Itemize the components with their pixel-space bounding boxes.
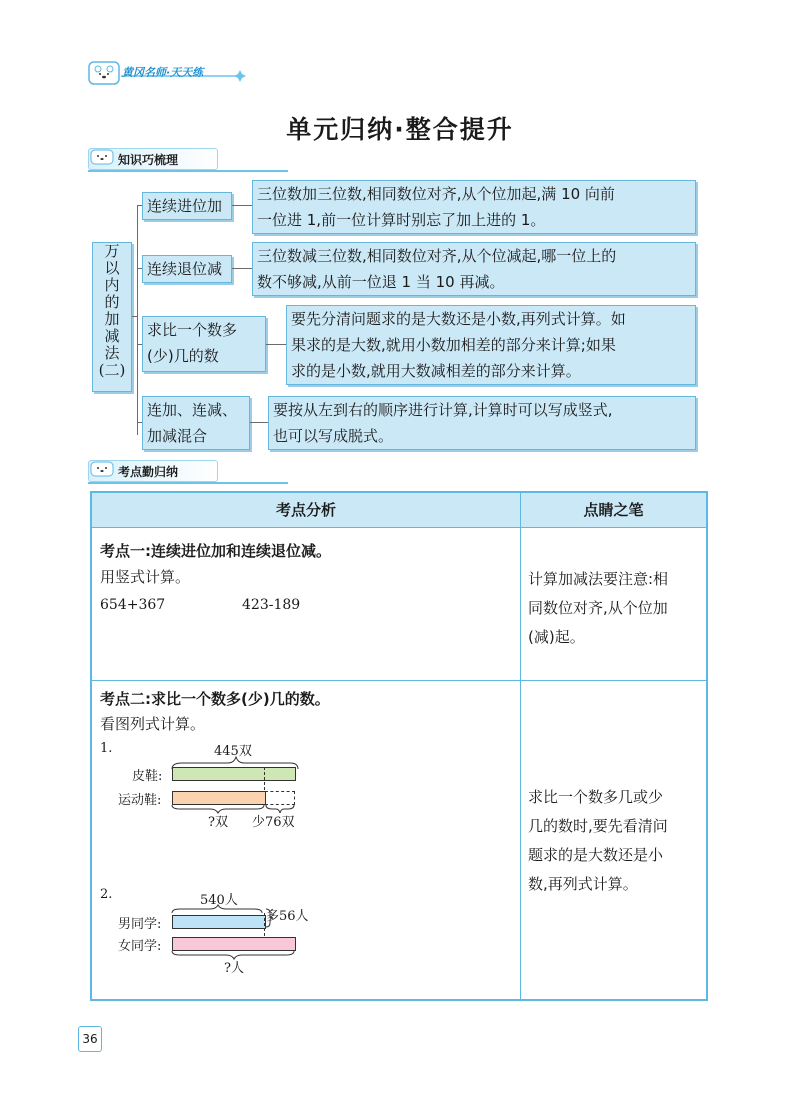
page-title: 单元归纳·整合提升: [286, 115, 514, 144]
point1-tip: [528, 565, 668, 652]
desc-line: 一位进 1,前一位计算时别忘了加上进的 1。: [257, 211, 546, 229]
branch-desc: [252, 242, 696, 296]
root-char: 减: [104, 327, 120, 345]
problem2-diff: 多56人: [266, 909, 309, 924]
desc-line: 三位数减三位数,相同数位对齐,从个位减起,哪一位上的: [257, 247, 617, 265]
tip-line: 同数位对齐,从个位加: [528, 599, 668, 617]
section-knowledge-label: 知识巧梳理: [118, 153, 179, 167]
section-underline: [88, 482, 288, 484]
problem2-question: ?人: [224, 961, 244, 976]
connector-line: [232, 205, 252, 206]
desc-line: 果求的是大数,就用小数加相差的部分来计算;如果: [291, 336, 616, 354]
point1-expr1: 654+367: [100, 597, 166, 613]
desc-line: 要先分清问题求的是大数还是小数,再列式计算。如: [291, 310, 626, 328]
tip-line: 求比一个数多几或少: [528, 788, 664, 806]
root-char: 法: [104, 344, 120, 362]
bar-boys: [172, 915, 266, 929]
bear-icon: [90, 147, 114, 165]
problem1-question: ?双: [208, 815, 228, 830]
exam-points-table: [90, 491, 708, 1001]
branch-label: [142, 396, 250, 450]
connector-trunk: [137, 205, 138, 435]
page-number: 36: [78, 1026, 102, 1052]
branch-label: 连续退位减: [142, 255, 232, 283]
table-header-analysis: 考点分析: [92, 493, 521, 528]
label-line: (少)几的数: [147, 347, 219, 365]
root-char: 万: [104, 242, 120, 260]
desc-line: 求的是小数,就用大数减相差的部分来计算。: [291, 362, 581, 380]
problem1-diff: 少76双: [252, 815, 295, 830]
point1-title: 考点一:连续进位加和连续退位减。: [100, 542, 332, 560]
point2-tip: [528, 783, 668, 899]
label-line: 连加、连减、: [147, 401, 238, 419]
section-underline: [88, 170, 288, 172]
desc-line: 数不够减,从前一位退 1 当 10 再减。: [257, 273, 505, 291]
problem2-row1-label: 男同学:: [118, 917, 162, 932]
mindmap-root: [92, 242, 132, 392]
brand-text: 黄冈名师·天天练: [122, 66, 204, 79]
column-divider: [520, 528, 521, 999]
root-char: (二): [98, 361, 126, 379]
desc-line: 也可以写成脱式。: [273, 427, 394, 445]
point2-instruction: 看图列式计算。: [100, 715, 206, 733]
connector-line: [266, 344, 286, 345]
connector-line: [232, 268, 252, 269]
bar-leather-shoes: [172, 767, 296, 781]
desc-line: 三位数加三位数,相同数位对齐,从个位加起,满 10 向前: [257, 185, 615, 203]
bear-icon: [90, 459, 114, 477]
root-char: 的: [104, 293, 120, 311]
tip-line: 题求的是大数还是小: [528, 846, 664, 864]
tip-line: (减)起。: [528, 628, 585, 646]
table-header-tips: 点睛之笔: [521, 493, 706, 528]
problem1-row2-label: 运动鞋:: [118, 793, 162, 808]
problem1-row1-label: 皮鞋:: [132, 769, 163, 784]
root-char: 内: [104, 276, 120, 294]
point2-title: 考点二:求比一个数多(少)几的数。: [100, 690, 330, 708]
problem2-total-label: 540人: [200, 893, 238, 908]
branch-label: [142, 316, 266, 372]
problem2-number: 2.: [100, 887, 113, 902]
branch-desc: [286, 305, 696, 385]
desc-line: 要按从左到右的顺序进行计算,计算时可以写成竖式,: [273, 401, 613, 419]
tip-line: 几的数时,要先看清问: [528, 817, 668, 835]
root-char: 以: [104, 259, 120, 277]
problem2-row2-label: 女同学:: [118, 939, 162, 954]
tip-line: 数,再列式计算。: [528, 875, 638, 893]
row-divider: [92, 680, 706, 681]
problem1-total-label: 445双: [214, 744, 252, 759]
point1-instruction: 用竖式计算。: [100, 568, 191, 586]
label-line: 求比一个数多: [147, 321, 238, 339]
connector-line: [250, 422, 268, 423]
branch-desc: [268, 396, 696, 450]
branch-desc: [252, 180, 696, 234]
problem2-top-brace: [170, 903, 270, 915]
tip-line: 计算加减法要注意:相: [528, 570, 669, 588]
problem1-number: 1.: [100, 741, 113, 756]
branch-label: 连续进位加: [142, 192, 232, 220]
section-points-label: 考点勤归纳: [118, 465, 179, 479]
root-char: 加: [104, 310, 120, 328]
label-line: 加减混合: [147, 427, 208, 445]
point1-expr2: 423-189: [242, 597, 301, 613]
